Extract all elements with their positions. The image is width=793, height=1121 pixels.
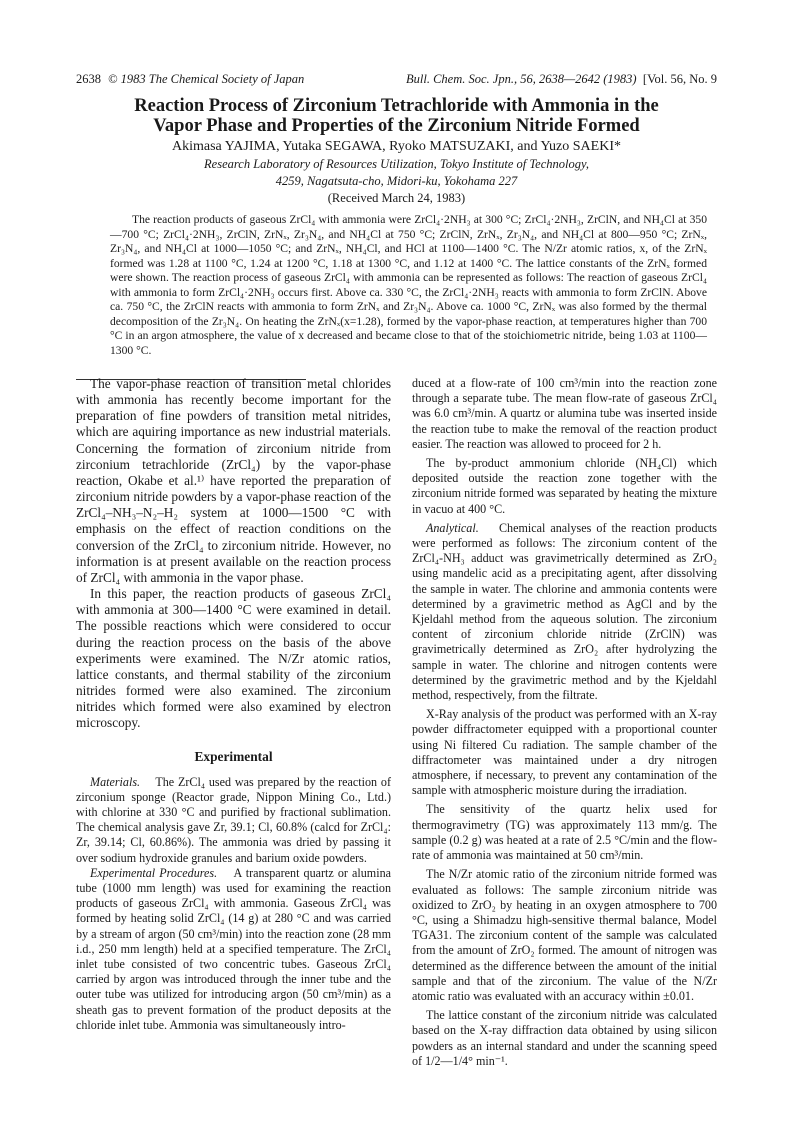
- paragraph: The N/Zr atomic ratio of the zirconium nitride formed was evaluated as follows: The sample zirconium nitride was oxidized to ZrO₂ by heating in an oxygen atmosphere to 700 °C, using a Shimadzu high-sensitive thermal balance, Model TGA31. The zirconium content of the sample was calculated from the amount of ZrO₂ formed. The amount of nitrogen was determined as the difference between the amount of the initial sample and that of the zirconium. The value of the N/Zr atomic ratio was evaluated with an accuracy within ±0.01.: [412, 867, 717, 1003]
- paragraph: The vapor-phase reaction of transition metal chlorides with ammonia has recently become important for the preparation of fine powders of transition metal nitrides, which are aquiring importance as new industrial materials. Concerning the formation of zirconium nitride from zirconium tetrachloride (ZrCl₄) by the vapor-phase reaction, Okabe et al.¹⁾ have reported the preparation of zirconium nitride powders by a vapor-phase reaction of the ZrCl₄–NH₃–N₂–H₂ system at 1000—1500 °C with emphasis on the effect of reaction conditions on the conversion of the ZrCl₄ to zirconium nitride. However, no information is at present available on the reaction process of ZrCl₄ with ammonia in the vapor phase.: [76, 376, 391, 585]
- paragraph-materials: [76, 775, 391, 866]
- introduction: [76, 376, 391, 731]
- run-in-heading: Experimental Procedures.: [90, 865, 218, 880]
- paragraph-text: Chemical analyses of the reaction products were performed as follows: The zirconium content of the ZrCl₄-NH₃ adduct was gravimetrically determined as ZrO₂ using mandelic acid as a precipitating agent, after dissolving the sample in water. The chlorine and ammonia contents were determined by a gravimetric method as AgCl and by the Kjeldahl method from the aqueous solution. The zirconium content of zirconium chloride nitride (ZrClN) was gravimetrically determined as ZrO₂ after hydrolyzing the sample in water. The chlorine and nitrogen contents were determined by the gravimetric method and by the Kjeldahl method, respectively, from the filtrate.: [412, 520, 718, 703]
- running-header: [76, 72, 717, 88]
- copyright-notice: © 1983 The Chemical Society of Japan: [108, 72, 305, 86]
- paragraph-analytical: [412, 521, 717, 703]
- volume-issue: [Vol. 56, No. 9: [642, 72, 717, 86]
- paragraph: In this paper, the reaction products of gaseous ZrCl₄ with ammonia at 300—1400 °C were examined in detail. The possible reactions which were considered to occur during the reaction process on the basis of the above experiments were examined. The N/Zr atomic ratios, lattice constants, and thermal stability of the zirconium nitrides formed were also examined. The zirconium nitrides which formed were also examined by electron microscopy.: [76, 586, 391, 731]
- paragraph: The by-product ammonium chloride (NH₄Cl) which deposited outside the reaction zone together with the zirconium nitride formed was separated by heating the mixture in vacuo at 400 °C.: [412, 456, 717, 516]
- journal-citation: Bull. Chem. Soc. Jpn., 56, 2638—2642 (1983): [406, 72, 637, 86]
- article-title: [60, 96, 733, 136]
- author-list: Akimasa YAJIMA, Yutaka SEGAWA, Ryoko MATSUZAKI, and Yuzo SAEKI*: [171, 139, 621, 154]
- paragraph-text: A transparent quartz or alumina tube (1000 mm length) was used for examining the reaction products of gaseous ZrCl₄ with ammonia. Gaseous ZrCl₄ was formed by heating solid ZrCl₄ (14 g) at 280 °C and was carried by a stream of argon (50 cm³/min) into the reaction zone (28 mm i.d., 250 mm length) held at a specified temperature. The ZrCl₄ inlet tube consisted of two concentric tubes. Gaseous ZrCl₄ carried by argon was introduced through the inner tube and the outer tube was utilized for introducing argon (50 cm³/min) as a sheath gas to prevent formation of the product deposits at the chloride inlet tube. Ammonia was simultaneously intro-: [76, 865, 391, 1032]
- paragraph-procedures: [76, 866, 391, 1033]
- run-in-heading: Materials.: [90, 774, 141, 789]
- abstract: The reaction products of gaseous ZrCl₄ with ammonia were ZrCl₄·2NH₃ at 300 °C; ZrCl₄·2NH₃, ZrClN, and NH₄Cl at 350—700 °C; ZrCl₄·2NH₃, ZrClN, ZrNₓ, Zr₃N₄, and NH₄Cl at 750 °C; ZrClN, ZrNₓ, Zr₃N₄, and NH₄Cl at 800—950 °C; ZrNₓ, Zr₃N₄, and NH₄Cl at 1000—1050 °C; and ZrNₓ, NH₄Cl, and HCl at 1100—1400 °C. The N/Zr atomic ratios, x, of the ZrNₓ formed was 1.28 at 1100 °C, 1.24 at 1200 °C, 1.18 at 1300 °C, and 1.12 at 1400 °C. The lattice constants of the ZrNₓ formed were shown. The reaction process of gaseous ZrCl₄ with ammonia can be represented as follows: The reaction of gaseous ZrCl₄ with ammonia to form ZrCl₄·2NH₃ occurs first. Above ca. 330 °C, the ZrCl₄·2NH₃ reacts with ammonia to form ZrClN. Above ca. 750 °C, the ZrClN reacts with ammonia to form ZrNₓ and Zr₃N₄. Above ca. 1000 °C, ZrNₓ was also formed by the thermal decomposition of the Zr₃N₄. On heating the ZrNₓ(x=1.28), formed by the vapor-phase reaction, at temperatures higher than 700 °C in an argon atmosphere, the value of x decreased and became close to that of the stoichiometric nitride, being 1.03 at 1100—1300 °C.: [110, 213, 707, 357]
- page-number: 2638: [76, 72, 101, 86]
- received-date: (Received March 24, 1983): [327, 191, 466, 205]
- section-heading: Experimental: [194, 749, 273, 765]
- paragraph: The sensitivity of the quartz helix used for thermogravimetry (TG) was approximately 113 mm/g. The sample (0.2 g) was heated at a rate of 2.5 °C/min and the flow-rate of ammonia was maintained at 50 cm³/min.: [412, 802, 717, 863]
- affiliation-line: 4259, Nagatsuta-cho, Midori-ku, Yokohama 227: [275, 173, 518, 188]
- paragraph-text: The ZrCl₄ used was prepared by the reaction of zirconium sponge (Reactor grade, Nippon Mining Co., Ltd.) with chlorine at 330 °C and purified by fractional sublimation. The chemical analysis gave Zr, 39.1; Cl, 60.8% (calcd for ZrCl₄: Zr, 39.14; Cl, 60.86%). The ammonia was dried by passing it over sodium hydroxide granules and barium oxide powders.: [76, 774, 392, 865]
- affiliation: [60, 156, 733, 189]
- title-line: Reaction Process of Zirconium Tetrachloride with Ammonia in the: [134, 96, 659, 116]
- paragraph: The lattice constant of the zirconium nitride was calculated based on the X-ray diffraction data obtained by using silicon powders as an internal standard and under the scanning speed of 1/2—1/4° min⁻¹.: [412, 1008, 717, 1068]
- paragraph: X-Ray analysis of the product was performed with an X-ray powder diffractometer equipped with a proportional counter using Ni filtered Cu radiation. The sample chamber of the diffractometer was maintained under a dry nitrogen atmosphere, if necessary, to prevent any contamination of the sample with atmospheric moisture during the irradiation.: [412, 707, 717, 798]
- right-column: [412, 376, 717, 1069]
- affiliation-line: Research Laboratory of Resources Utilization, Tokyo Institute of Technology,: [204, 157, 589, 171]
- run-in-heading: Analytical.: [426, 520, 479, 535]
- paragraph: duced at a flow-rate of 100 cm³/min into the reaction zone through a separate tube. The mean flow-rate of gaseous ZrCl₄ was 6.0 cm³/min. A quartz or alumina tube was inserted inside the reaction tube to make the removal of the reaction product easier. The reaction was allowed to proceed for 2 h.: [412, 376, 717, 451]
- left-column: [76, 376, 391, 1033]
- title-line: Vapor Phase and Properties of the Zirconium Nitride Formed: [153, 116, 640, 136]
